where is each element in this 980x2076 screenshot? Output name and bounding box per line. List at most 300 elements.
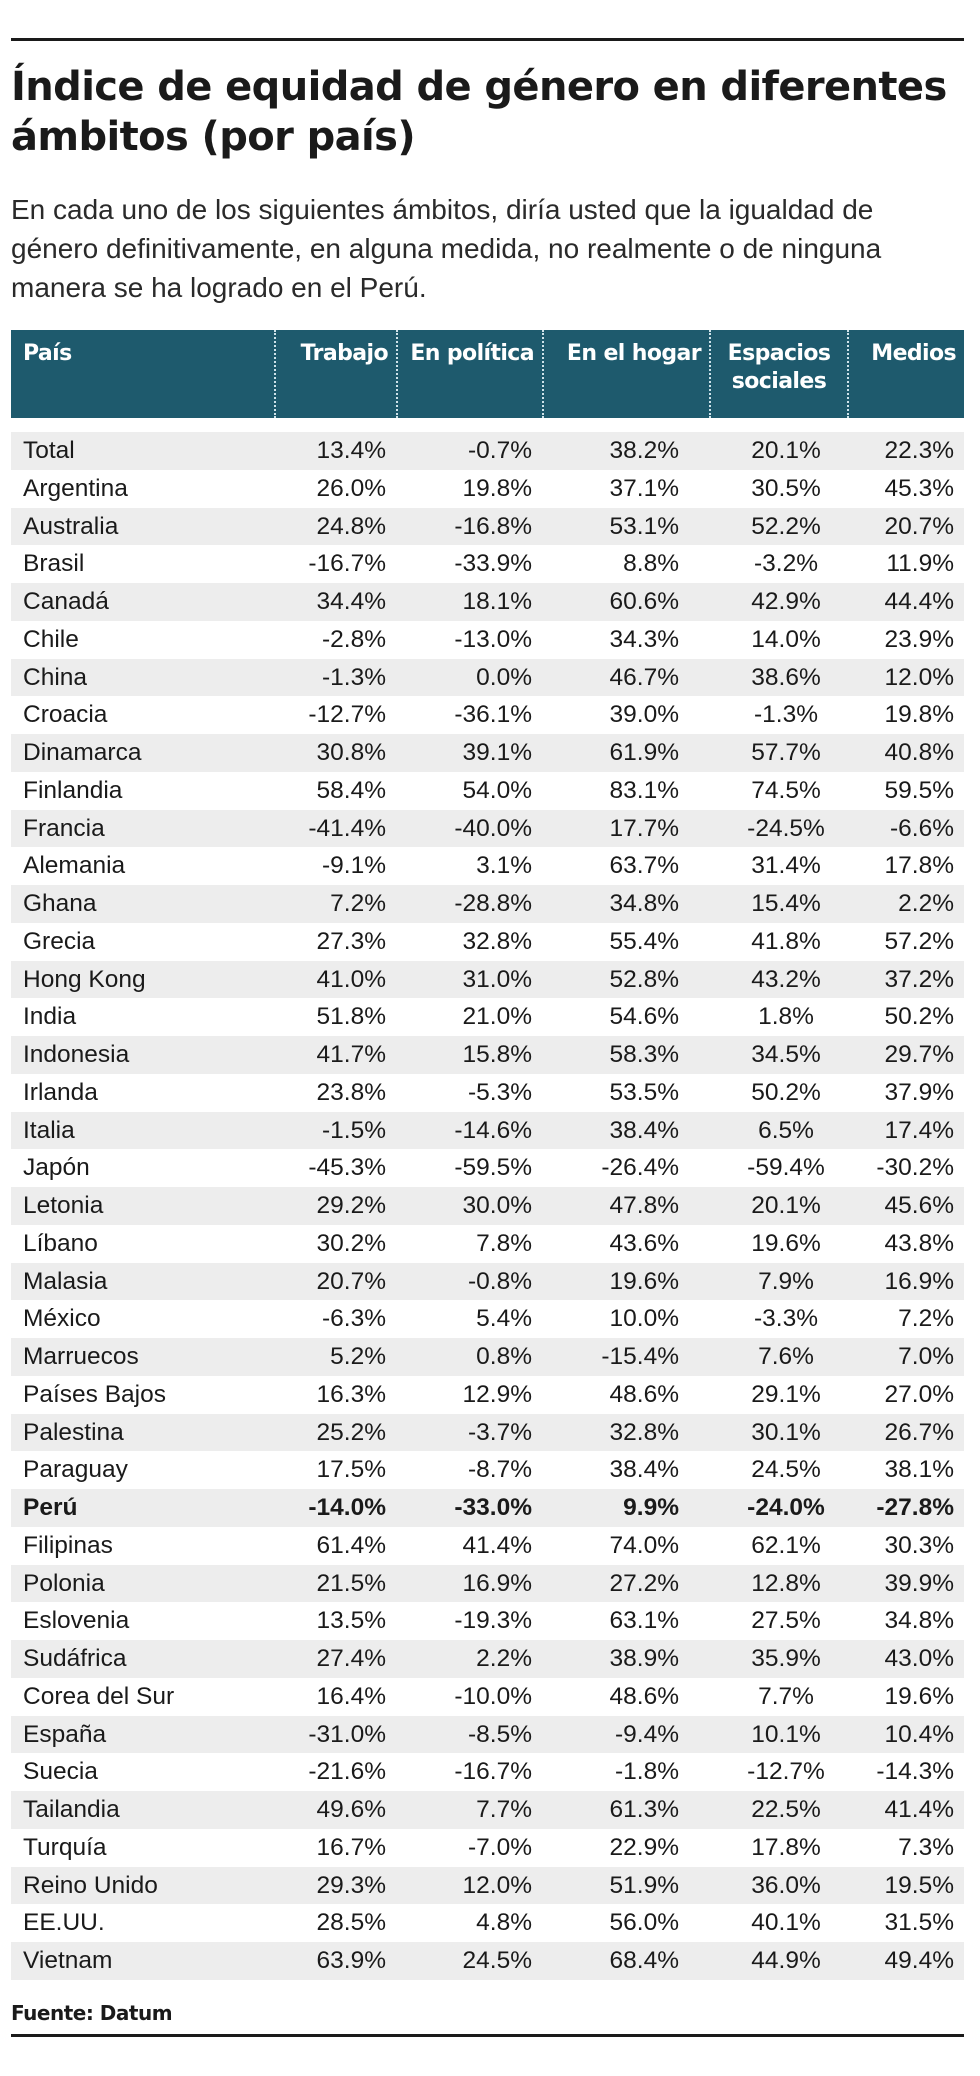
cell-espacios-sociales: 62.1% [709,1527,847,1565]
header-trabajo: Trabajo [274,330,396,418]
cell-en-el-hogar: -9.4% [542,1716,709,1754]
table-row [11,1527,964,1565]
table-row [11,1300,964,1338]
cell-trabajo: 27.4% [274,1640,396,1678]
cell-en-el-hogar: 47.8% [542,1187,709,1225]
cell-country: Canadá [11,583,274,621]
cell-espacios-sociales: 40.1% [709,1904,847,1942]
cell-medios: 50.2% [847,998,964,1036]
table-row [11,545,964,583]
cell-en-el-hogar: 60.6% [542,583,709,621]
cell-country: EE.UU. [11,1904,274,1942]
header-pais: País [11,330,274,418]
cell-en-politica: -33.9% [396,545,542,583]
cell-country: Australia [11,508,274,546]
cell-medios: 37.9% [847,1074,964,1112]
cell-country: Eslovenia [11,1602,274,1640]
table-row [11,810,964,848]
cell-espacios-sociales: 14.0% [709,621,847,659]
cell-en-politica: 32.8% [396,923,542,961]
cell-en-el-hogar: 32.8% [542,1414,709,1452]
cell-country: India [11,998,274,1036]
cell-en-politica: -8.5% [396,1716,542,1754]
cell-en-el-hogar: 46.7% [542,659,709,697]
cell-en-politica: -28.8% [396,885,542,923]
cell-en-el-hogar: 58.3% [542,1036,709,1074]
cell-medios: 11.9% [847,545,964,583]
cell-medios: -30.2% [847,1149,964,1187]
cell-espacios-sociales: 17.8% [709,1829,847,1867]
table-row [11,1942,964,1980]
cell-country: Argentina [11,470,274,508]
cell-en-el-hogar: 53.1% [542,508,709,546]
cell-trabajo: 34.4% [274,583,396,621]
table-row [11,1602,964,1640]
table-row [11,923,964,961]
cell-en-el-hogar: 27.2% [542,1565,709,1603]
cell-en-politica: -13.0% [396,621,542,659]
cell-country: Indonesia [11,1036,274,1074]
cell-country: Letonia [11,1187,274,1225]
cell-medios: 29.7% [847,1036,964,1074]
cell-trabajo: 20.7% [274,1263,396,1301]
cell-medios: 44.4% [847,583,964,621]
table-row [11,1187,964,1225]
cell-country: Sudáfrica [11,1640,274,1678]
table-row [11,1829,964,1867]
cell-medios: 39.9% [847,1565,964,1603]
cell-country: Turquía [11,1829,274,1867]
cell-country: Brasil [11,545,274,583]
cell-medios: 43.8% [847,1225,964,1263]
table-row [11,1716,964,1754]
table-row [11,1565,964,1603]
cell-espacios-sociales: -24.5% [709,810,847,848]
table-row [11,847,964,885]
cell-trabajo: 29.3% [274,1867,396,1905]
table-row [11,1451,964,1489]
top-rule [11,38,964,41]
table-row [11,1791,964,1829]
cell-medios: 45.6% [847,1187,964,1225]
cell-espacios-sociales: 41.8% [709,923,847,961]
cell-en-politica: 15.8% [396,1036,542,1074]
cell-trabajo: -2.8% [274,621,396,659]
cell-en-el-hogar: 61.3% [542,1791,709,1829]
cell-medios: 49.4% [847,1942,964,1980]
table-row [11,1904,964,1942]
cell-country: España [11,1716,274,1754]
table-header [11,330,964,418]
table-row [11,961,964,999]
cell-trabajo: 21.5% [274,1565,396,1603]
table-row [11,696,964,734]
cell-country: Grecia [11,923,274,961]
cell-en-politica: -7.0% [396,1829,542,1867]
table-row [11,1225,964,1263]
cell-en-el-hogar: 34.3% [542,621,709,659]
cell-espacios-sociales: -3.3% [709,1300,847,1338]
cell-espacios-sociales: 7.9% [709,1263,847,1301]
cell-en-politica: -36.1% [396,696,542,734]
table-row [11,508,964,546]
cell-country: Croacia [11,696,274,734]
cell-trabajo: -45.3% [274,1149,396,1187]
cell-medios: 17.8% [847,847,964,885]
cell-trabajo: -21.6% [274,1753,396,1791]
cell-en-politica: 7.8% [396,1225,542,1263]
cell-trabajo: -16.7% [274,545,396,583]
cell-medios: 57.2% [847,923,964,961]
cell-trabajo: 63.9% [274,1942,396,1980]
cell-espacios-sociales: 50.2% [709,1074,847,1112]
cell-medios: 45.3% [847,470,964,508]
cell-en-el-hogar: 43.6% [542,1225,709,1263]
cell-en-politica: -8.7% [396,1451,542,1489]
cell-country: Polonia [11,1565,274,1603]
cell-medios: 19.8% [847,696,964,734]
cell-en-el-hogar: 74.0% [542,1527,709,1565]
cell-trabajo: 41.0% [274,961,396,999]
header-en-politica: En política [396,330,542,418]
cell-en-politica: -40.0% [396,810,542,848]
cell-medios: 16.9% [847,1263,964,1301]
cell-country: Paraguay [11,1451,274,1489]
cell-en-el-hogar: 63.1% [542,1602,709,1640]
cell-trabajo: 24.8% [274,508,396,546]
cell-en-politica: 39.1% [396,734,542,772]
cell-en-politica: -0.8% [396,1263,542,1301]
cell-medios: -27.8% [847,1489,964,1527]
cell-en-el-hogar: -26.4% [542,1149,709,1187]
cell-trabajo: -12.7% [274,696,396,734]
cell-espacios-sociales: 22.5% [709,1791,847,1829]
cell-espacios-sociales: 44.9% [709,1942,847,1980]
bottom-rule [11,2034,964,2037]
table-row [11,621,964,659]
cell-trabajo: 13.4% [274,432,396,470]
cell-en-politica: 12.9% [396,1376,542,1414]
cell-en-el-hogar: 56.0% [542,1904,709,1942]
cell-medios: 27.0% [847,1376,964,1414]
cell-espacios-sociales: 36.0% [709,1867,847,1905]
cell-en-politica: 0.8% [396,1338,542,1376]
cell-country: Alemania [11,847,274,885]
cell-medios: -6.6% [847,810,964,848]
source-note: Fuente: Datum [11,2001,173,2025]
cell-trabajo: 30.2% [274,1225,396,1263]
cell-espacios-sociales: -3.2% [709,545,847,583]
cell-espacios-sociales: 27.5% [709,1602,847,1640]
header-en-el-hogar: En el hogar [542,330,709,418]
cell-en-el-hogar: 48.6% [542,1678,709,1716]
cell-en-el-hogar: 68.4% [542,1942,709,1980]
cell-trabajo: 7.2% [274,885,396,923]
cell-country: Finlandia [11,772,274,810]
table-row [11,1112,964,1150]
cell-country: Francia [11,810,274,848]
cell-trabajo: 41.7% [274,1036,396,1074]
cell-trabajo: 5.2% [274,1338,396,1376]
cell-medios: 34.8% [847,1602,964,1640]
table-row [11,998,964,1036]
cell-espacios-sociales: 34.5% [709,1036,847,1074]
cell-country: Marruecos [11,1338,274,1376]
cell-en-politica: 12.0% [396,1867,542,1905]
cell-en-politica: -33.0% [396,1489,542,1527]
cell-en-politica: 2.2% [396,1640,542,1678]
cell-espacios-sociales: 19.6% [709,1225,847,1263]
table-row [11,1678,964,1716]
cell-medios: 19.6% [847,1678,964,1716]
table-row [11,1867,964,1905]
cell-en-politica: 21.0% [396,998,542,1036]
table-row [11,734,964,772]
table-body [11,418,964,1980]
cell-en-el-hogar: 9.9% [542,1489,709,1527]
cell-en-politica: 41.4% [396,1527,542,1565]
cell-en-el-hogar: 22.9% [542,1829,709,1867]
cell-espacios-sociales: -24.0% [709,1489,847,1527]
table-row [11,1753,964,1791]
cell-espacios-sociales: 20.1% [709,432,847,470]
cell-country: Malasia [11,1263,274,1301]
cell-en-el-hogar: 38.4% [542,1451,709,1489]
table-row [11,1036,964,1074]
cell-medios: 41.4% [847,1791,964,1829]
cell-espacios-sociales: -1.3% [709,696,847,734]
cell-country: Reino Unido [11,1867,274,1905]
cell-en-politica: -19.3% [396,1602,542,1640]
cell-country: Líbano [11,1225,274,1263]
cell-en-el-hogar: -15.4% [542,1338,709,1376]
cell-medios: 12.0% [847,659,964,697]
cell-en-el-hogar: 38.2% [542,432,709,470]
cell-en-politica: 16.9% [396,1565,542,1603]
cell-medios: 17.4% [847,1112,964,1150]
cell-en-politica: -10.0% [396,1678,542,1716]
cell-medios: 10.4% [847,1716,964,1754]
cell-espacios-sociales: 42.9% [709,583,847,621]
cell-en-el-hogar: 51.9% [542,1867,709,1905]
cell-trabajo: 13.5% [274,1602,396,1640]
table-row [11,885,964,923]
cell-en-politica: 4.8% [396,1904,542,1942]
cell-espacios-sociales: 6.5% [709,1112,847,1150]
cell-country: Corea del Sur [11,1678,274,1716]
cell-medios: 7.0% [847,1338,964,1376]
cell-en-politica: 3.1% [396,847,542,885]
cell-country: Ghana [11,885,274,923]
page-title: Índice de equidad de género en diferentes ámbitos (por país) [11,64,947,160]
cell-country: Palestina [11,1414,274,1452]
cell-country: Filipinas [11,1527,274,1565]
cell-espacios-sociales: 52.2% [709,508,847,546]
cell-trabajo: 16.4% [274,1678,396,1716]
cell-medios: -14.3% [847,1753,964,1791]
cell-trabajo: 17.5% [274,1451,396,1489]
cell-medios: 37.2% [847,961,964,999]
cell-country: Chile [11,621,274,659]
cell-en-el-hogar: 39.0% [542,696,709,734]
cell-trabajo: 28.5% [274,1904,396,1942]
cell-espacios-sociales: 30.1% [709,1414,847,1452]
cell-en-politica: 7.7% [396,1791,542,1829]
cell-espacios-sociales: 15.4% [709,885,847,923]
cell-espacios-sociales: 10.1% [709,1716,847,1754]
cell-medios: 59.5% [847,772,964,810]
cell-en-el-hogar: 52.8% [542,961,709,999]
cell-espacios-sociales: 57.7% [709,734,847,772]
cell-country: Países Bajos [11,1376,274,1414]
table-row [11,583,964,621]
cell-medios: 23.9% [847,621,964,659]
cell-en-politica: 30.0% [396,1187,542,1225]
cell-espacios-sociales: -59.4% [709,1149,847,1187]
table-row [11,1338,964,1376]
cell-country: Dinamarca [11,734,274,772]
cell-trabajo: 23.8% [274,1074,396,1112]
cell-en-el-hogar: 48.6% [542,1376,709,1414]
cell-en-el-hogar: 37.1% [542,470,709,508]
table-row [11,1414,964,1452]
cell-medios: 20.7% [847,508,964,546]
table-row [11,470,964,508]
cell-country: México [11,1300,274,1338]
page-subtitle: En cada uno de los siguientes ámbitos, diría usted que la igualdad de género definitivamente, en alguna medida, no realmente o de ninguna manera se ha logrado en el Perú. [11,194,882,303]
cell-en-politica: 24.5% [396,1942,542,1980]
cell-espacios-sociales: 20.1% [709,1187,847,1225]
cell-country: Perú [11,1489,274,1527]
cell-espacios-sociales: 1.8% [709,998,847,1036]
cell-en-politica: -14.6% [396,1112,542,1150]
cell-espacios-sociales: 29.1% [709,1376,847,1414]
cell-en-politica: 31.0% [396,961,542,999]
cell-en-politica: 0.0% [396,659,542,697]
cell-espacios-sociales: 24.5% [709,1451,847,1489]
table-row [11,1489,964,1527]
cell-trabajo: -41.4% [274,810,396,848]
table-row [11,432,964,470]
cell-trabajo: 61.4% [274,1527,396,1565]
cell-medios: 38.1% [847,1451,964,1489]
table-row [11,659,964,697]
table-row [11,1376,964,1414]
cell-en-politica: -5.3% [396,1074,542,1112]
cell-country: Suecia [11,1753,274,1791]
cell-medios: 31.5% [847,1904,964,1942]
cell-en-politica: -59.5% [396,1149,542,1187]
cell-en-el-hogar: 53.5% [542,1074,709,1112]
cell-espacios-sociales: 7.6% [709,1338,847,1376]
cell-trabajo: 30.8% [274,734,396,772]
cell-en-el-hogar: 8.8% [542,545,709,583]
cell-espacios-sociales: 38.6% [709,659,847,697]
table-row [11,1640,964,1678]
cell-espacios-sociales: 43.2% [709,961,847,999]
cell-trabajo: -14.0% [274,1489,396,1527]
cell-en-el-hogar: 34.8% [542,885,709,923]
cell-trabajo: -31.0% [274,1716,396,1754]
cell-en-el-hogar: 10.0% [542,1300,709,1338]
cell-en-el-hogar: 19.6% [542,1263,709,1301]
table-row [11,1149,964,1187]
cell-trabajo: 16.7% [274,1829,396,1867]
cell-medios: 7.3% [847,1829,964,1867]
cell-en-politica: -3.7% [396,1414,542,1452]
gender-equity-table [11,330,964,1980]
cell-trabajo: -6.3% [274,1300,396,1338]
table-row [11,1263,964,1301]
cell-trabajo: 26.0% [274,470,396,508]
cell-en-el-hogar: 38.4% [542,1112,709,1150]
cell-espacios-sociales: 74.5% [709,772,847,810]
cell-country: China [11,659,274,697]
cell-espacios-sociales: 31.4% [709,847,847,885]
cell-country: Total [11,432,274,470]
cell-en-politica: 19.8% [396,470,542,508]
table-row [11,772,964,810]
cell-trabajo: 51.8% [274,998,396,1036]
cell-medios: 26.7% [847,1414,964,1452]
cell-espacios-sociales: 7.7% [709,1678,847,1716]
header-medios: Medios [847,330,964,418]
cell-trabajo: 25.2% [274,1414,396,1452]
cell-en-politica: -16.7% [396,1753,542,1791]
cell-en-el-hogar: 63.7% [542,847,709,885]
cell-en-el-hogar: 54.6% [542,998,709,1036]
cell-espacios-sociales: 12.8% [709,1565,847,1603]
cell-en-el-hogar: 55.4% [542,923,709,961]
cell-en-politica: -16.8% [396,508,542,546]
header-espacios-sociales: Espacios sociales [709,330,847,418]
cell-en-el-hogar: 83.1% [542,772,709,810]
cell-medios: 43.0% [847,1640,964,1678]
cell-medios: 2.2% [847,885,964,923]
cell-trabajo: 29.2% [274,1187,396,1225]
cell-trabajo: -1.5% [274,1112,396,1150]
cell-en-el-hogar: 38.9% [542,1640,709,1678]
cell-country: Tailandia [11,1791,274,1829]
cell-medios: 40.8% [847,734,964,772]
cell-espacios-sociales: -12.7% [709,1753,847,1791]
cell-country: Japón [11,1149,274,1187]
cell-country: Hong Kong [11,961,274,999]
cell-en-politica: 5.4% [396,1300,542,1338]
cell-en-el-hogar: 17.7% [542,810,709,848]
cell-espacios-sociales: 35.9% [709,1640,847,1678]
cell-trabajo: 58.4% [274,772,396,810]
cell-en-el-hogar: 61.9% [542,734,709,772]
cell-trabajo: -1.3% [274,659,396,697]
cell-espacios-sociales: 30.5% [709,470,847,508]
cell-trabajo: -9.1% [274,847,396,885]
cell-country: Vietnam [11,1942,274,1980]
table-row [11,1074,964,1112]
cell-medios: 7.2% [847,1300,964,1338]
cell-medios: 22.3% [847,432,964,470]
cell-medios: 30.3% [847,1527,964,1565]
cell-trabajo: 16.3% [274,1376,396,1414]
cell-trabajo: 27.3% [274,923,396,961]
cell-en-el-hogar: -1.8% [542,1753,709,1791]
cell-en-politica: 18.1% [396,583,542,621]
cell-en-politica: -0.7% [396,432,542,470]
cell-en-politica: 54.0% [396,772,542,810]
cell-medios: 19.5% [847,1867,964,1905]
cell-trabajo: 49.6% [274,1791,396,1829]
cell-country: Italia [11,1112,274,1150]
